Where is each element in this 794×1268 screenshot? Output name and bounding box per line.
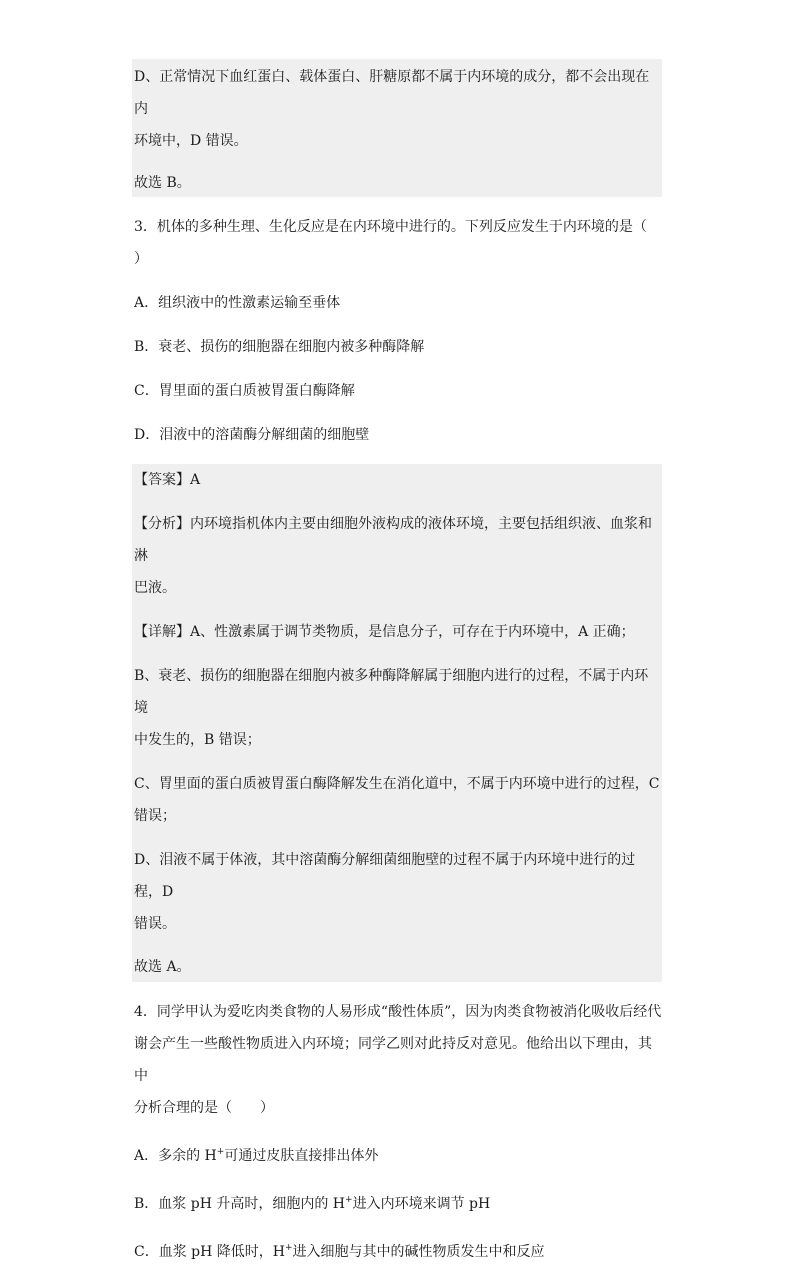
q3-detail-d-line2: 错误。 <box>134 916 176 932</box>
q4-option-b <box>132 1184 662 1220</box>
q4-option-a <box>132 1136 662 1172</box>
q3-option-b: B．衰老、损伤的细胞器在细胞内被多种酶降解 <box>134 339 425 355</box>
proton-superscript: + <box>345 1195 353 1205</box>
q4-option-c <box>132 1232 662 1268</box>
q3-detail-b-line2: 中发生的，B 错误； <box>134 732 261 748</box>
q4-option-b-post: 进入内环境来调节 pH <box>352 1196 491 1212</box>
proton-superscript: + <box>216 1147 225 1157</box>
q3-conclusion: 故选 A。 <box>134 959 191 975</box>
q3-option-d: D．泪液中的溶菌酶分解细菌的细胞壁 <box>134 427 370 443</box>
prev-explanation-block <box>132 59 662 197</box>
q3-detail-c-line1: C、胃里面的蛋白质被胃蛋白酶降解发生在消化道中，不属于内环境中进行的过程，C <box>134 776 660 792</box>
q3-answer: 【答案】A <box>134 472 201 488</box>
q3-detail-b-line1: B、衰老、损伤的细胞器在细胞内被多种酶降解属于细胞内进行的过程，不属于内环境 <box>134 668 649 716</box>
prev-conclusion: 故选 B。 <box>134 175 191 191</box>
question-3 <box>132 211 666 451</box>
q4-option-b-pre: B．血浆 pH 升高时，细胞内的 H <box>134 1196 346 1212</box>
q4-stem-line1: 4．同学甲认为爱吃肉类食物的人易形成“酸性体质”，因为肉类食物被消化吸收后经代 <box>134 1004 662 1020</box>
document-page <box>132 0 666 1268</box>
proton-superscript: + <box>285 1243 293 1253</box>
q4-stem-line2: 谢会产生一些酸性物质进入内环境；同学乙则对此持反对意见。他给出以下理由，其中 <box>134 1036 652 1084</box>
q4-option-c-post: 进入细胞与其中的碱性物质发生中和反应 <box>292 1244 545 1260</box>
q3-detail-d-line1: D、泪液不属于体液，其中溶菌酶分解细菌细胞壁的过程不属于内环境中进行的过程，D <box>134 852 636 900</box>
q3-option-c: C．胃里面的蛋白质被胃蛋白酶降解 <box>134 383 355 399</box>
question-4 <box>132 996 662 1268</box>
q4-option-a-pre: A．多余的 H <box>134 1148 217 1164</box>
q4-stem-line3: 分析合理的是（ ） <box>134 1100 274 1116</box>
q3-analysis-line2: 巴液。 <box>134 580 176 596</box>
q3-stem: 3．机体的多种生理、生化反应是在内环境中进行的。下列反应发生于内环境的是（ ） <box>134 219 666 267</box>
q3-option-a: A．组织液中的性激素运输至垂体 <box>134 295 341 311</box>
q3-analysis-line1: 【分析】内环境指机体内主要由细胞外液构成的液体环境，主要包括组织液、血浆和淋 <box>134 516 652 564</box>
q3-solution-block <box>132 464 662 982</box>
q3-detail-c-line2: 错误； <box>134 808 176 824</box>
q4-option-a-post: 可通过皮肤直接排出体外 <box>224 1148 379 1164</box>
prev-detail-d-line1: D、正常情况下血红蛋白、载体蛋白、肝糖原都不属于内环境的成分，都不会出现在内 <box>134 69 650 117</box>
q3-detail-a: 【详解】A、性激素属于调节类物质，是信息分子，可存在于内环境中，A 正确； <box>134 624 635 640</box>
prev-detail-d-line2: 环境中，D 错误。 <box>134 133 248 149</box>
q4-option-c-pre: C．血浆 pH 降低时，H <box>134 1244 285 1260</box>
